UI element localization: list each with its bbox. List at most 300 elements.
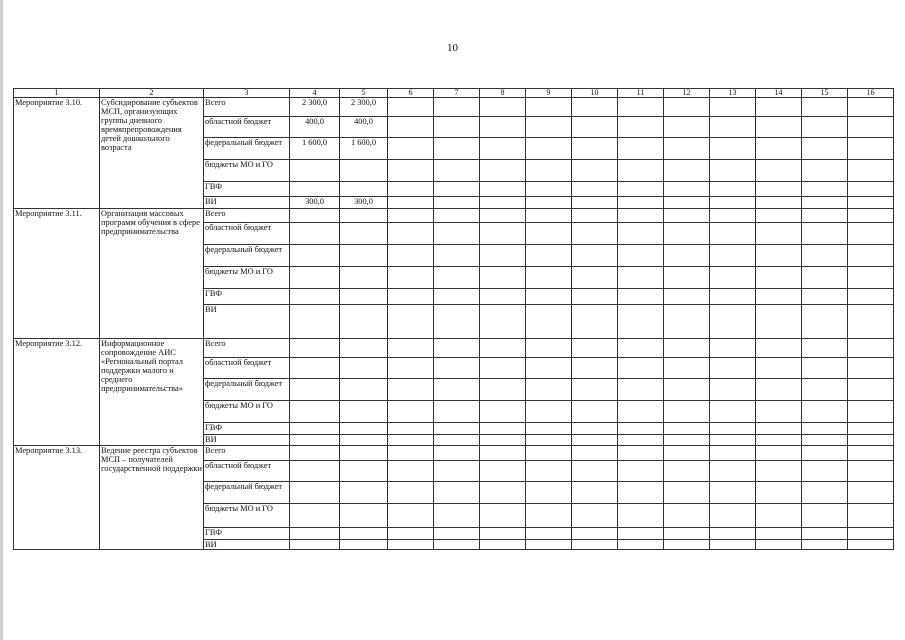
empty-cell <box>388 289 434 305</box>
activity-name: Мероприятие 3.10. <box>14 98 100 209</box>
empty-cell <box>618 504 664 528</box>
empty-cell <box>664 504 710 528</box>
empty-cell <box>618 358 664 379</box>
empty-cell <box>618 267 664 289</box>
empty-cell <box>664 446 710 461</box>
column-header: 14 <box>756 89 802 98</box>
empty-cell <box>618 423 664 435</box>
amount-col-5 <box>340 401 388 423</box>
empty-cell <box>434 435 480 446</box>
empty-cell <box>618 305 664 339</box>
empty-cell <box>526 289 572 305</box>
empty-cell <box>802 423 848 435</box>
header-row <box>14 89 894 98</box>
empty-cell <box>526 528 572 540</box>
empty-cell <box>618 245 664 267</box>
empty-cell <box>756 117 802 138</box>
empty-cell <box>526 540 572 550</box>
empty-cell <box>802 289 848 305</box>
empty-cell <box>710 401 756 423</box>
empty-cell <box>848 223 894 245</box>
empty-cell <box>526 482 572 504</box>
empty-cell <box>572 223 618 245</box>
empty-cell <box>848 504 894 528</box>
amount-col-5 <box>340 305 388 339</box>
empty-cell <box>526 339 572 358</box>
empty-cell <box>664 117 710 138</box>
column-header: 5 <box>340 89 388 98</box>
empty-cell <box>526 160 572 182</box>
empty-cell <box>710 267 756 289</box>
empty-cell <box>572 446 618 461</box>
funding-source: бюджеты МО и ГО <box>204 160 290 182</box>
empty-cell <box>664 461 710 482</box>
empty-cell <box>434 267 480 289</box>
amount-col-4 <box>290 461 340 482</box>
funding-source: ГВФ <box>204 289 290 305</box>
amount-col-5 <box>340 379 388 401</box>
amount-col-5 <box>340 160 388 182</box>
empty-cell <box>434 482 480 504</box>
empty-cell <box>434 305 480 339</box>
amount-col-4 <box>290 289 340 305</box>
amount-col-5: 400,0 <box>340 117 388 138</box>
empty-cell <box>388 339 434 358</box>
empty-cell <box>480 98 526 117</box>
empty-cell <box>848 197 894 209</box>
empty-cell <box>848 289 894 305</box>
empty-cell <box>618 117 664 138</box>
empty-cell <box>434 209 480 223</box>
column-header: 1 <box>14 89 100 98</box>
empty-cell <box>526 435 572 446</box>
empty-cell <box>710 461 756 482</box>
empty-cell <box>848 379 894 401</box>
empty-cell <box>618 209 664 223</box>
amount-col-5 <box>340 267 388 289</box>
empty-cell <box>710 209 756 223</box>
empty-cell <box>756 423 802 435</box>
empty-cell <box>756 401 802 423</box>
amount-col-5: 2 300,0 <box>340 98 388 117</box>
activity-name: Мероприятие 3.13. <box>14 446 100 550</box>
column-header: 12 <box>664 89 710 98</box>
amount-col-4: 2 300,0 <box>290 98 340 117</box>
empty-cell <box>434 197 480 209</box>
empty-cell <box>756 223 802 245</box>
empty-cell <box>434 446 480 461</box>
empty-cell <box>480 138 526 160</box>
empty-cell <box>480 289 526 305</box>
empty-cell <box>526 223 572 245</box>
empty-cell <box>434 528 480 540</box>
empty-cell <box>664 209 710 223</box>
empty-cell <box>526 197 572 209</box>
empty-cell <box>572 379 618 401</box>
empty-cell <box>664 339 710 358</box>
amount-col-4 <box>290 435 340 446</box>
empty-cell <box>756 289 802 305</box>
activity-name: Мероприятие 3.12. <box>14 339 100 446</box>
empty-cell <box>802 245 848 267</box>
amount-col-5 <box>340 446 388 461</box>
empty-cell <box>756 209 802 223</box>
empty-cell <box>664 182 710 197</box>
empty-cell <box>388 379 434 401</box>
empty-cell <box>710 482 756 504</box>
amount-col-4 <box>290 482 340 504</box>
empty-cell <box>848 117 894 138</box>
empty-cell <box>848 245 894 267</box>
empty-cell <box>710 339 756 358</box>
empty-cell <box>664 435 710 446</box>
amount-col-4 <box>290 182 340 197</box>
funding-source: Всего <box>204 446 290 461</box>
empty-cell <box>618 379 664 401</box>
column-header: 6 <box>388 89 434 98</box>
empty-cell <box>848 160 894 182</box>
empty-cell <box>802 339 848 358</box>
empty-cell <box>480 209 526 223</box>
empty-cell <box>664 160 710 182</box>
empty-cell <box>848 401 894 423</box>
empty-cell <box>526 401 572 423</box>
empty-cell <box>388 358 434 379</box>
amount-col-5: 300,0 <box>340 197 388 209</box>
empty-cell <box>526 379 572 401</box>
amount-col-4: 400,0 <box>290 117 340 138</box>
empty-cell <box>710 289 756 305</box>
empty-cell <box>572 358 618 379</box>
empty-cell <box>480 435 526 446</box>
empty-cell <box>664 197 710 209</box>
empty-cell <box>388 482 434 504</box>
empty-cell <box>388 117 434 138</box>
empty-cell <box>848 461 894 482</box>
empty-cell <box>480 423 526 435</box>
empty-cell <box>480 339 526 358</box>
funding-source: федеральный бюджет <box>204 482 290 504</box>
funding-source: ВИ <box>204 197 290 209</box>
amount-col-4 <box>290 358 340 379</box>
amount-col-5 <box>340 461 388 482</box>
empty-cell <box>848 540 894 550</box>
empty-cell <box>756 504 802 528</box>
empty-cell <box>572 117 618 138</box>
empty-cell <box>434 223 480 245</box>
empty-cell <box>572 540 618 550</box>
amount-col-4 <box>290 339 340 358</box>
amount-col-5 <box>340 339 388 358</box>
empty-cell <box>710 379 756 401</box>
empty-cell <box>664 528 710 540</box>
empty-cell <box>848 305 894 339</box>
funding-source: бюджеты МО и ГО <box>204 504 290 528</box>
empty-cell <box>526 98 572 117</box>
empty-cell <box>664 423 710 435</box>
empty-cell <box>848 423 894 435</box>
amount-col-4 <box>290 504 340 528</box>
empty-cell <box>710 528 756 540</box>
empty-cell <box>526 461 572 482</box>
empty-cell <box>664 540 710 550</box>
empty-cell <box>572 305 618 339</box>
budget-table <box>13 88 894 550</box>
empty-cell <box>618 401 664 423</box>
empty-cell <box>388 528 434 540</box>
funding-source: ВИ <box>204 305 290 339</box>
empty-cell <box>480 379 526 401</box>
empty-cell <box>710 305 756 339</box>
empty-cell <box>480 446 526 461</box>
empty-cell <box>480 461 526 482</box>
amount-col-4 <box>290 446 340 461</box>
amount-col-5 <box>340 223 388 245</box>
amount-col-4 <box>290 160 340 182</box>
empty-cell <box>756 98 802 117</box>
empty-cell <box>526 305 572 339</box>
empty-cell <box>480 540 526 550</box>
empty-cell <box>756 461 802 482</box>
funding-source: ВИ <box>204 435 290 446</box>
empty-cell <box>802 267 848 289</box>
empty-cell <box>434 117 480 138</box>
funding-source: областной бюджет <box>204 461 290 482</box>
empty-cell <box>618 98 664 117</box>
amount-col-4 <box>290 209 340 223</box>
empty-cell <box>618 339 664 358</box>
empty-cell <box>618 435 664 446</box>
empty-cell <box>710 435 756 446</box>
empty-cell <box>388 267 434 289</box>
empty-cell <box>618 138 664 160</box>
empty-cell <box>618 289 664 305</box>
empty-cell <box>756 182 802 197</box>
empty-cell <box>848 138 894 160</box>
empty-cell <box>618 160 664 182</box>
column-header: 10 <box>572 89 618 98</box>
empty-cell <box>664 245 710 267</box>
empty-cell <box>664 305 710 339</box>
empty-cell <box>710 160 756 182</box>
table-body <box>14 89 894 550</box>
empty-cell <box>802 182 848 197</box>
empty-cell <box>388 182 434 197</box>
empty-cell <box>434 540 480 550</box>
amount-col-4 <box>290 245 340 267</box>
column-header: 11 <box>618 89 664 98</box>
empty-cell <box>802 528 848 540</box>
empty-cell <box>756 138 802 160</box>
empty-cell <box>802 461 848 482</box>
empty-cell <box>434 358 480 379</box>
empty-cell <box>802 138 848 160</box>
column-header: 3 <box>204 89 290 98</box>
empty-cell <box>802 504 848 528</box>
empty-cell <box>480 197 526 209</box>
page-number: 10 <box>447 42 458 54</box>
column-header: 2 <box>100 89 204 98</box>
empty-cell <box>388 540 434 550</box>
empty-cell <box>848 339 894 358</box>
amount-col-5: 1 600,0 <box>340 138 388 160</box>
empty-cell <box>388 446 434 461</box>
table-row <box>14 98 894 117</box>
funding-source: областной бюджет <box>204 358 290 379</box>
column-header: 16 <box>848 89 894 98</box>
empty-cell <box>756 358 802 379</box>
empty-cell <box>388 223 434 245</box>
funding-source: ВИ <box>204 540 290 550</box>
empty-cell <box>802 98 848 117</box>
empty-cell <box>618 197 664 209</box>
empty-cell <box>388 138 434 160</box>
column-header: 15 <box>802 89 848 98</box>
empty-cell <box>710 423 756 435</box>
funding-source: ГВФ <box>204 182 290 197</box>
empty-cell <box>388 209 434 223</box>
empty-cell <box>802 197 848 209</box>
empty-cell <box>434 339 480 358</box>
funding-source: федеральный бюджет <box>204 245 290 267</box>
empty-cell <box>756 528 802 540</box>
empty-cell <box>480 482 526 504</box>
empty-cell <box>848 182 894 197</box>
empty-cell <box>710 223 756 245</box>
empty-cell <box>710 138 756 160</box>
empty-cell <box>480 504 526 528</box>
page-edge <box>0 0 3 640</box>
empty-cell <box>710 446 756 461</box>
empty-cell <box>388 305 434 339</box>
empty-cell <box>388 245 434 267</box>
amount-col-5 <box>340 435 388 446</box>
empty-cell <box>756 540 802 550</box>
empty-cell <box>388 435 434 446</box>
empty-cell <box>572 160 618 182</box>
empty-cell <box>526 267 572 289</box>
empty-cell <box>710 245 756 267</box>
table-row <box>14 209 894 223</box>
amount-col-4 <box>290 401 340 423</box>
empty-cell <box>572 401 618 423</box>
empty-cell <box>434 461 480 482</box>
amount-col-5 <box>340 289 388 305</box>
empty-cell <box>388 504 434 528</box>
empty-cell <box>802 358 848 379</box>
column-header: 9 <box>526 89 572 98</box>
empty-cell <box>710 98 756 117</box>
column-header: 4 <box>290 89 340 98</box>
amount-col-5 <box>340 423 388 435</box>
empty-cell <box>526 209 572 223</box>
empty-cell <box>388 98 434 117</box>
empty-cell <box>572 197 618 209</box>
empty-cell <box>618 223 664 245</box>
empty-cell <box>848 446 894 461</box>
empty-cell <box>802 379 848 401</box>
amount-col-4: 300,0 <box>290 197 340 209</box>
empty-cell <box>480 160 526 182</box>
funding-source: ГВФ <box>204 423 290 435</box>
empty-cell <box>664 223 710 245</box>
empty-cell <box>434 379 480 401</box>
empty-cell <box>572 461 618 482</box>
amount-col-5 <box>340 182 388 197</box>
empty-cell <box>664 138 710 160</box>
amount-col-4 <box>290 540 340 550</box>
activity-name: Мероприятие 3.11. <box>14 209 100 339</box>
empty-cell <box>756 267 802 289</box>
empty-cell <box>388 461 434 482</box>
column-header: 8 <box>480 89 526 98</box>
amount-col-4 <box>290 267 340 289</box>
amount-col-5 <box>340 358 388 379</box>
empty-cell <box>526 182 572 197</box>
empty-cell <box>572 138 618 160</box>
amount-col-4: 1 600,0 <box>290 138 340 160</box>
funding-source: ГВФ <box>204 528 290 540</box>
empty-cell <box>526 138 572 160</box>
empty-cell <box>480 305 526 339</box>
empty-cell <box>572 245 618 267</box>
empty-cell <box>434 504 480 528</box>
empty-cell <box>434 423 480 435</box>
activity-description: Субсидирование субъектов МСП, организующих группы дневного времяпрепровождения детей дошкольного возраста <box>100 98 204 209</box>
empty-cell <box>710 182 756 197</box>
empty-cell <box>802 435 848 446</box>
empty-cell <box>480 267 526 289</box>
table-row <box>14 446 894 461</box>
amount-col-5 <box>340 209 388 223</box>
activity-description: Ведение реестра субъектов МСП – получателей государственной поддержки <box>100 446 204 550</box>
funding-source: бюджеты МО и ГО <box>204 401 290 423</box>
empty-cell <box>572 209 618 223</box>
amount-col-5 <box>340 528 388 540</box>
empty-cell <box>480 358 526 379</box>
activity-description: Организация массовых программ обучения в сфере предпринимательства <box>100 209 204 339</box>
table-row <box>14 339 894 358</box>
funding-source: Всего <box>204 209 290 223</box>
empty-cell <box>572 423 618 435</box>
empty-cell <box>388 401 434 423</box>
empty-cell <box>756 435 802 446</box>
empty-cell <box>480 223 526 245</box>
empty-cell <box>664 358 710 379</box>
amount-col-5 <box>340 482 388 504</box>
activity-description: Информационное сопровождение АИС «Региональный портал поддержки малого и среднего предпринимательства» <box>100 339 204 446</box>
empty-cell <box>848 209 894 223</box>
empty-cell <box>434 98 480 117</box>
empty-cell <box>572 528 618 540</box>
empty-cell <box>434 182 480 197</box>
empty-cell <box>802 446 848 461</box>
funding-source: федеральный бюджет <box>204 379 290 401</box>
empty-cell <box>526 423 572 435</box>
empty-cell <box>802 160 848 182</box>
empty-cell <box>664 482 710 504</box>
empty-cell <box>572 435 618 446</box>
empty-cell <box>664 267 710 289</box>
funding-source: областной бюджет <box>204 117 290 138</box>
empty-cell <box>480 401 526 423</box>
empty-cell <box>480 528 526 540</box>
empty-cell <box>802 117 848 138</box>
empty-cell <box>710 358 756 379</box>
empty-cell <box>802 223 848 245</box>
amount-col-4 <box>290 528 340 540</box>
column-header: 7 <box>434 89 480 98</box>
